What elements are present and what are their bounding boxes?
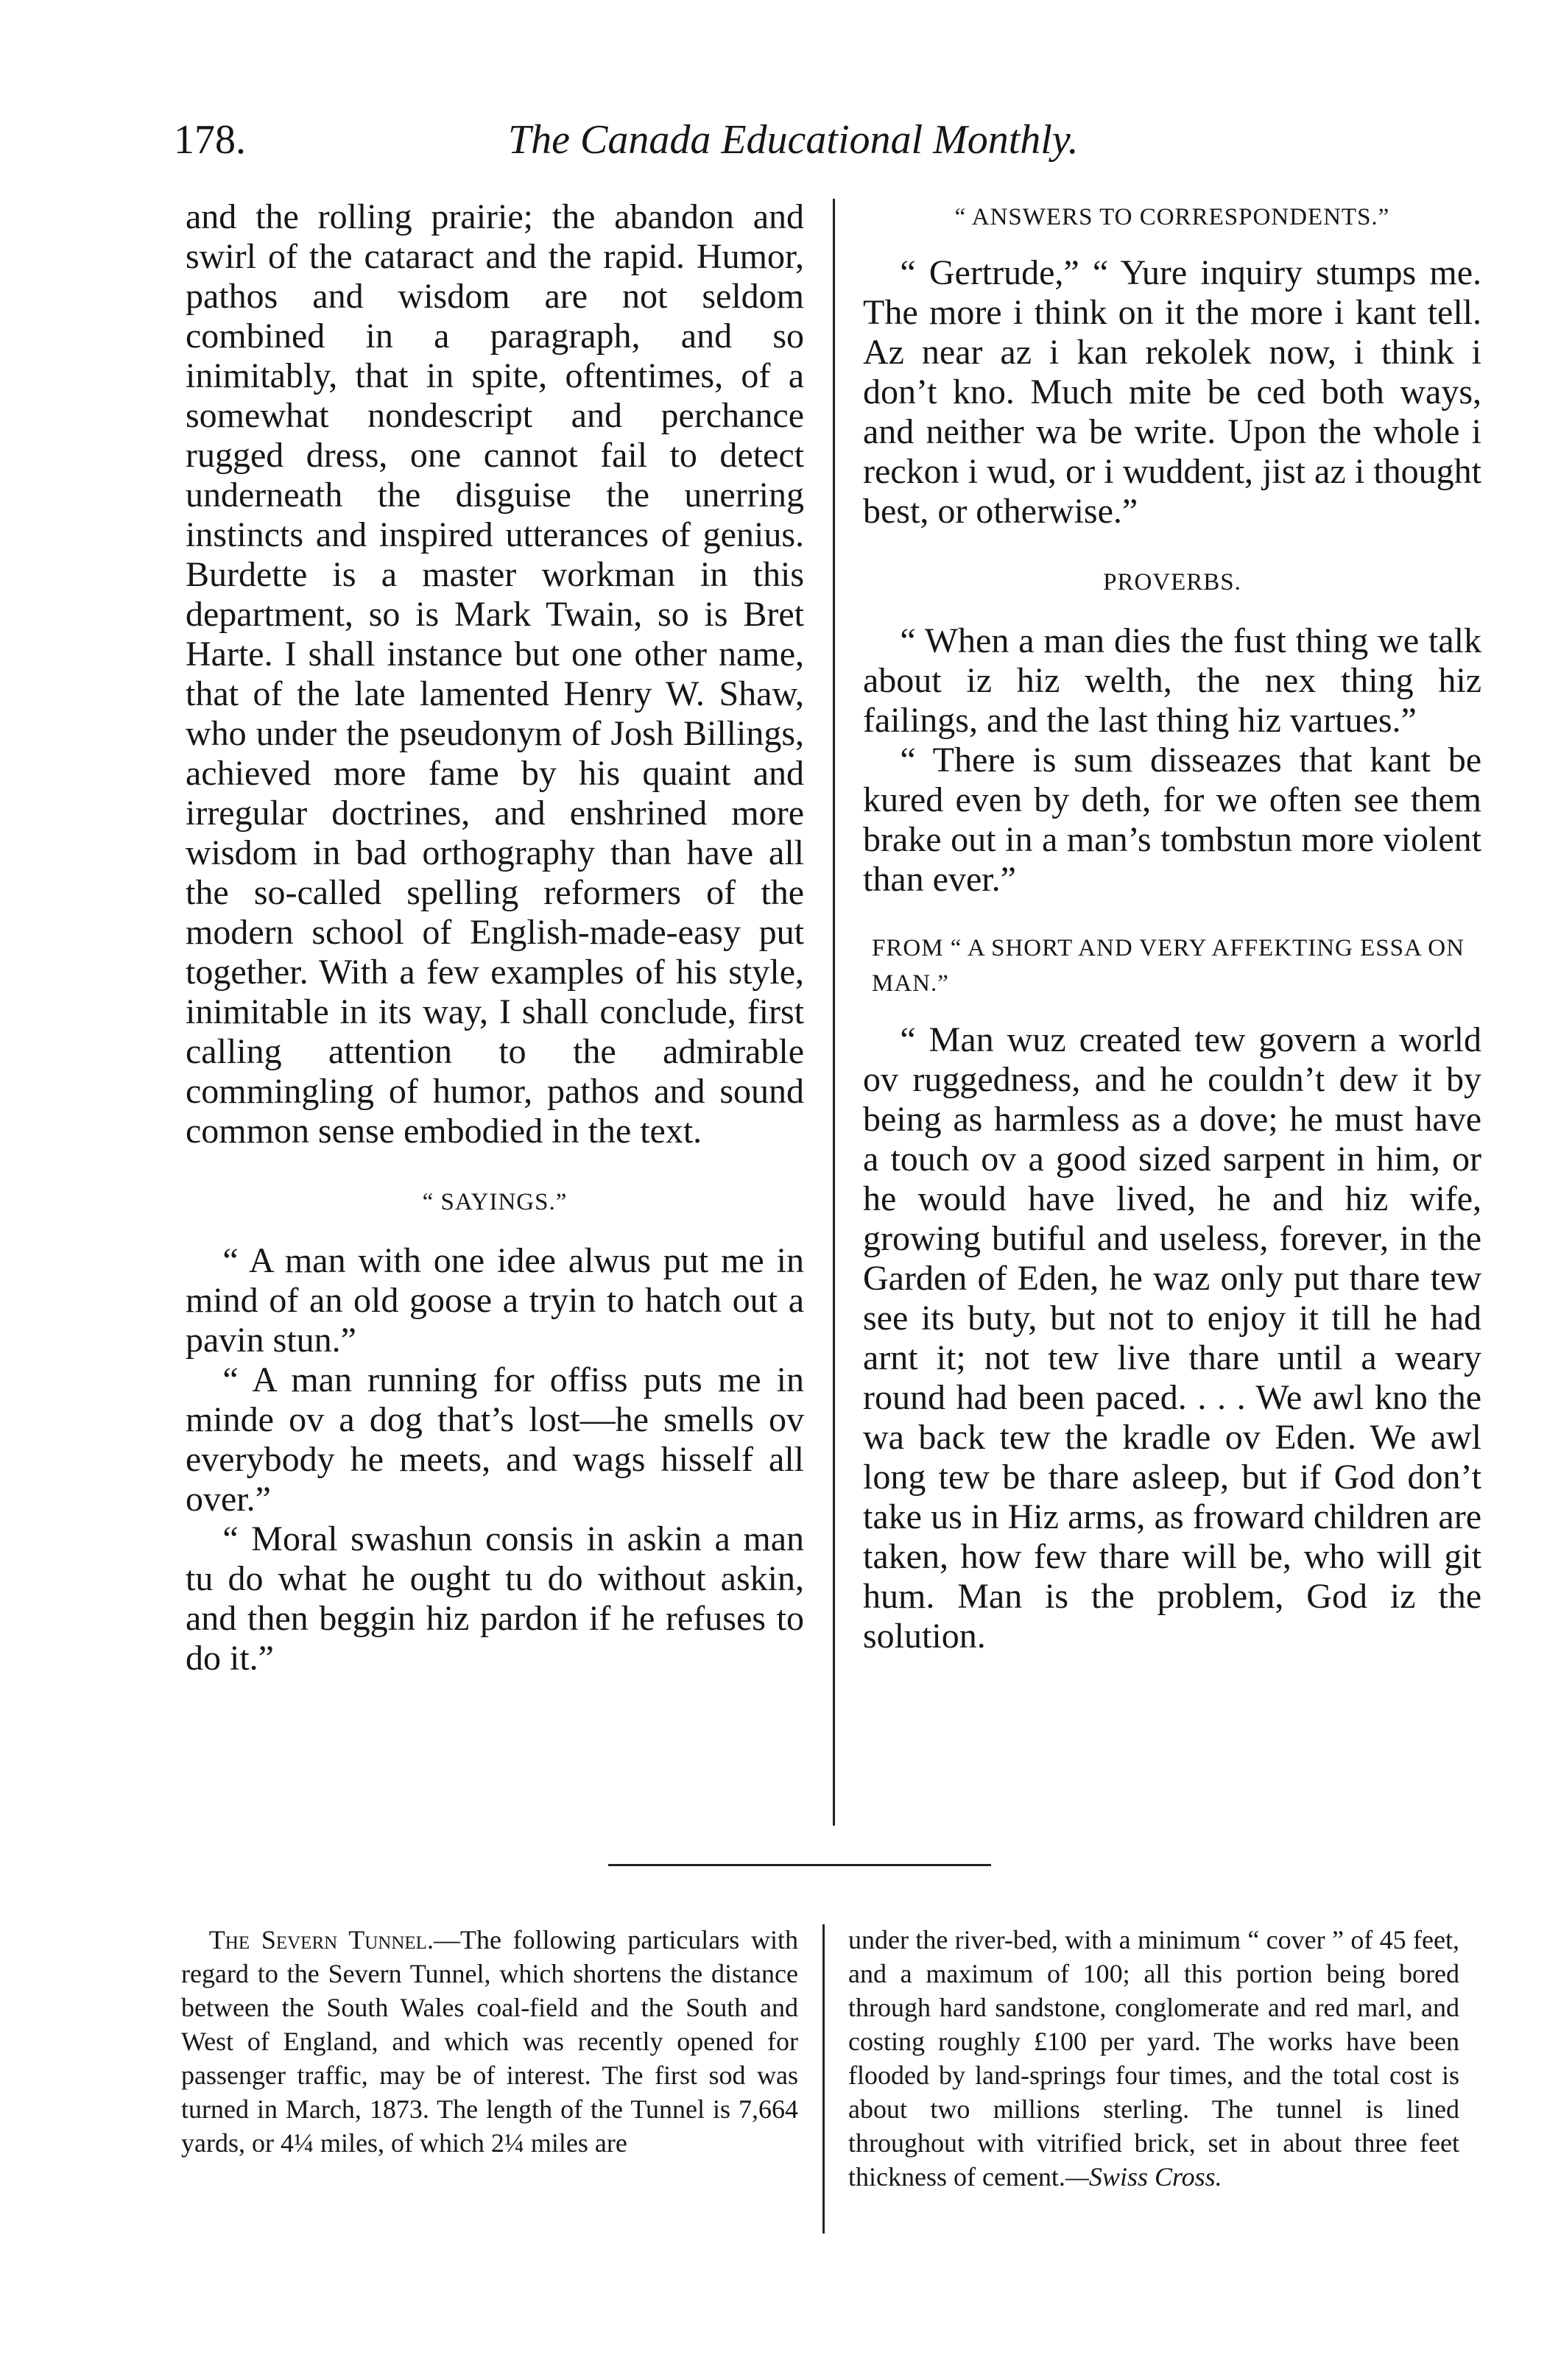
answer-gertrude: “ Gertrude,” “ Yure inquiry stumps me. The more i think on it the more i kant tell. Az near az i kan rekolek now, i think i don’t kno. Much mite be ced both ways, and neither wa be write. Upon the whole i reckon i wud, or i wuddent, jist az i thought best, or otherwise.” — [863, 253, 1481, 531]
proverb-one: “ When a man dies the fust thing we talk about iz hiz welth, the nex thing hiz failings, and the last thing hiz vartues.” — [863, 621, 1481, 740]
severn-tunnel-paragraph — [181, 1923, 798, 2160]
top-left-column — [186, 197, 804, 1828]
running-head — [174, 110, 1153, 169]
saying-one: “ A man with one idee alwus put me in mind of an old goose a tryin to hatch out a pavin stun.” — [186, 1241, 804, 1360]
column-rule-bottom — [822, 1924, 825, 2234]
paragraph-burdette: and the rolling prairie; the abandon and swirl of the cataract and the rapid. Humor, pathos and wisdom are not seldom combined in a paragraph, and so inimitably, that in spite, oftentimes, of a somewhat nondescript and perchance rugged dress, one cannot fail to detect underneath the disguise the unerring instincts and inspired utterances of genius. Burdette is a master workman in this department, so is Mark Twain, so is Bret Harte. I shall instance but one other name, that of the late lamented Henry W. Shaw, who under the pseudonym of Josh Billings, achieved more fame by his quaint and irregular doctrines, and enshrined more wisdom in bad orthography than have all the so-called spelling reformers of the modern school of English-made-easy put together. With a few examples of his style, inimitable in its way, I shall conclude, first calling attention to the admirable commingling of humor, pathos and sound common sense embodied in the text. — [186, 197, 804, 1151]
page-number: 178. — [174, 117, 246, 163]
proverb-two: “ There is sum disseazes that kant be kured even by deth, for we often see them brake out in a man’s tombstun more violent than ever.” — [863, 741, 1481, 899]
journal-title: The Canada Educational Monthly. — [508, 117, 1079, 163]
section-divider — [608, 1864, 991, 1866]
saying-two: “ A man running for offiss puts me in minde ov a dog that’s lost—he smells ov everybody he meets, and wags hisself all over.” — [186, 1360, 804, 1519]
column-rule-top — [833, 199, 835, 1826]
top-right-column — [863, 197, 1481, 1828]
heading-essay: FROM “ A SHORT AND VERY AFFEKTING ESSA ON MAN.” — [872, 935, 1465, 997]
bottom-left-column — [181, 1923, 798, 2254]
bottom-right-column — [848, 1923, 1459, 2254]
severn-tunnel-lead: The Severn Tunnel. — [208, 1925, 434, 1955]
severn-tunnel-continuation — [848, 1923, 1459, 2194]
severn-tunnel-continuation-text: under the river-bed, with a minimum “ cover ” of 45 feet, and a maximum of 100; all this portion being bored through hard sandstone, conglomerate and red marl, and costing roughly £100 per yard. The works have been flooded by land-springs four times, and the total cost is about two millions sterling. The tunnel is lined throughout with vitrified brick, set in about three feet thickness of cement. — [848, 1925, 1459, 2192]
source-credit: —Swiss Cross. — [1065, 2162, 1222, 2192]
severn-tunnel-text: —The following particulars with regard to the Severn Tunnel, which shortens the distance between the South Wales coal-field and the South and West of England, and which was recently opened for passenger traffic, may be of interest. The first sod was turned in March, 1873. The length of the Tunnel is 7,664 yards, or 4¼ miles, of which 2¼ miles are — [181, 1925, 798, 2158]
heading-answers: “ ANSWERS TO CORRESPONDENTS.” — [954, 204, 1390, 230]
heading-proverbs: PROVERBS. — [1103, 569, 1241, 596]
heading-sayings: “ SAYINGS.” — [422, 1189, 568, 1215]
saying-three: “ Moral swashun consis in askin a man tu do what he ought tu do without askin, and then beggin hiz pardon if he refuses to do it.” — [186, 1519, 804, 1678]
essay-on-man: “ Man wuz created tew govern a world ov ruggedness, and he couldn’t dew it by being as harmless as a dove; he must have a touch ov a good sized sarpent in him, or he would have lived, he and hiz wife, growing butiful and useless, forever, in the Garden of Eden, he waz only put thare tew see its buty, but not to enjoy it till he had arnt it; not tew live thare until a weary round had been paced. . . . We awl kno the wa back tew the kradle ov Eden. We awl long tew be thare asleep, but if God don’t take us in Hiz arms, as froward children are taken, how few thare will be, who will git hum. Man is the problem, God iz the solution. — [863, 1020, 1481, 1656]
